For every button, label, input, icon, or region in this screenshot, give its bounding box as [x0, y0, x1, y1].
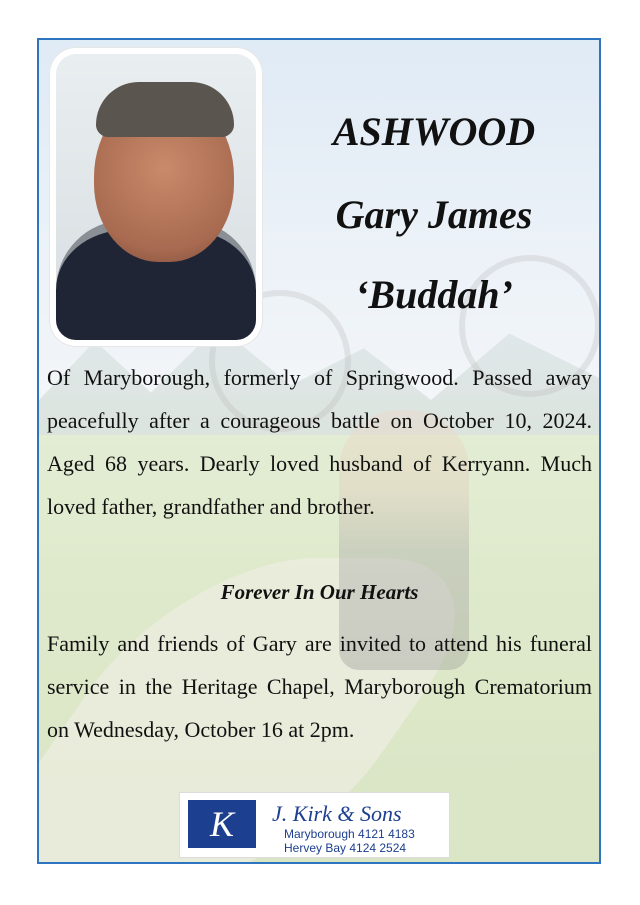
funeral-director-ad	[180, 793, 449, 857]
tagline: Forever In Our Hearts	[220, 580, 419, 604]
notice-paragraph-1: Of Maryborough, formerly of Springwood. Passed away peacefully after a courageous battle on October 10, 2024. Aged 68 years. Dearly loved husband of Kerryann. Much loved father, grandfather and brother.	[47, 365, 592, 519]
phone-maryborough: Maryborough 4121 4183	[284, 827, 415, 841]
notice-paragraph-2: Family and friends of Gary are invited to attend his funeral service in the Heritage Chapel, Maryborough Crematorium on Wednesday, October 16 at 2pm.	[47, 631, 592, 742]
nickname-heading: ‘Buddah’	[355, 272, 513, 317]
given-names-heading: Gary James	[335, 192, 533, 237]
surname-heading: ASHWOOD	[332, 109, 536, 154]
phone-hervey-bay: Hervey Bay 4124 2524	[284, 841, 407, 855]
company-logo: K	[188, 800, 256, 848]
company-name: J. Kirk & Sons	[272, 801, 402, 826]
portrait-photo	[50, 48, 262, 346]
